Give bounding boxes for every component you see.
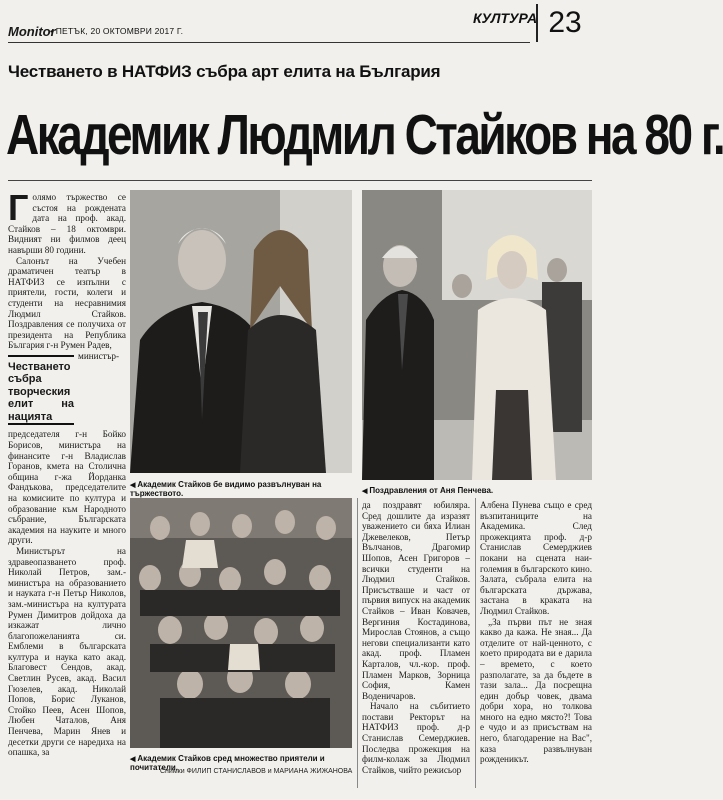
headline-rule xyxy=(8,180,592,181)
col3-paragraph-2: Начало на събитието постави Ректорът на НАТФИЗ проф. д-р Станислав Семерджиев. Последва прожекция на филм-колаж за Людмил Стайков, чийто режисьор xyxy=(362,701,470,775)
paragraph-2: Салонът на Учебен драматичен театър в НАТФИЗ се изпълни с приятели, гости, колеги и студенти на несравнимия Людмил Стайков. Поздравления се получиха от президента на Република България г-н Румен Радев, xyxy=(8,255,126,351)
section-label: КУЛТУРА xyxy=(472,10,538,26)
column-separator xyxy=(357,498,358,788)
caption-photo-2: ◀ Поздравления от Аня Пенчева. xyxy=(362,486,494,495)
masthead xyxy=(8,4,592,42)
article-column-3 xyxy=(362,500,470,790)
pull-quote: Честването събра творческия елит на нацията xyxy=(8,355,74,426)
col4-paragraph-1: Албена Пунева също е сред възпитаниците на Академика. След прожекцията проф. д-р Станислав Семерджиев покани на сцената наи-големия в българското кино. Залата, събрала елита на българската държава, застана в краката на Людмил Стайков. xyxy=(480,500,592,616)
photo-3-scene xyxy=(130,498,352,748)
paragraph-3: Министърът на здравеопазването проф. Николай Петров, зам.-министъра на образованието и науката г-н Петър Николов, зам.-министъра на културата Румен Димитров дойдоха да изкажат лично благопожеланията си. Емблеми в българската култура и наука като акад. Благовест Сендов, акад. Светлин Русев, акад. Васил Гюзелев, акад. Николай Попов, Борис Луканов, Стойко Пеев, Асен Шопов, Любен Чаталов, Аня Пенчева, Марин Янев и десетки други се наредиха на опашка, за xyxy=(8,545,126,758)
drop-cap: Г xyxy=(8,187,29,228)
photo-2-scene xyxy=(362,190,592,480)
caption-photo-1: ◀ Академик Стайков бе видимо развълнуван на тържеството. xyxy=(130,480,322,498)
lead-paragraph: олямо тържество се състоя на рождената дата на проф. акад. Стайков – 18 октомври. Видният ни филмов деец навърши 80 години. xyxy=(8,192,126,255)
photo-penchева-greeting xyxy=(362,190,592,480)
photo-1-scene xyxy=(130,190,352,473)
photo-audience xyxy=(130,498,352,748)
caption-photo-3: ◀ Академик Стайков сред множество приятели и почитатели. xyxy=(130,754,325,772)
article-column-4 xyxy=(480,500,592,790)
col4-paragraph-2: „За първи път не зная какво да кажа. Не зная... Да отделите от най-ценното, с което природата ви е дарила – времето, с което разполагате, за да бъдете в тази зала... Да посрещна един добър човек, двама добри хора, но толкова много на едно място?! Това е чудо и аз присъствам на него, благодарение на Вас", каза развълнуван рожденикът. xyxy=(480,616,592,765)
column-separator xyxy=(475,498,476,788)
paragraph-2-cont: министър-председателя г-н Бойко Борисов, министъра на финансите г-н Владислав Горанов, кмета на Столична община г-жа Йорданка Фандъкова, председателите на комисиите по култура и образование към Народното събрание, Българската академия на науките и много други. xyxy=(8,350,126,546)
dateline: • ПЕТЪК, 20 ОКТОМВРИ 2017 Г. xyxy=(50,26,184,36)
newspaper-logo: Monitor xyxy=(8,24,56,39)
photo-staykov-portrait xyxy=(130,190,352,473)
article-column-1 xyxy=(8,187,126,797)
kicker: Честването в НАТФИЗ събра арт елита на България xyxy=(8,62,441,81)
page-number: 23 xyxy=(536,4,592,42)
photo-credit: Снимки ФИЛИП СТАНИСЛАВОВ и МАРИАНА ЖИЖАНОВА xyxy=(160,768,353,775)
caption-triangle-icon: ◀ xyxy=(130,482,136,489)
col3-paragraph-1: да поздравят юбиляра. Сред дошлите да изразят уважението си бяха Илиан Джевелеков, Петър Вълчанов, Драгомир Шопов, Асен Григоров – всички студенти на Людмил Стайков. Присъстваше и част от първия випуск на академик Стайков – Иван Ковачев, Вергиния Костадинова, Мирослав Стоянов, а също негови специализанти като акад. проф. Пламен Карталов, чл.-кор. проф. Пламен Марков, Зорница София, Камен Воденичаров. xyxy=(362,500,470,701)
masthead-rule xyxy=(8,42,530,43)
caption-triangle-icon: ◀ xyxy=(362,488,368,495)
caption-triangle-icon: ◀ xyxy=(130,756,136,763)
headline: Академик Людмил Стайков на 80 г. xyxy=(6,102,723,167)
